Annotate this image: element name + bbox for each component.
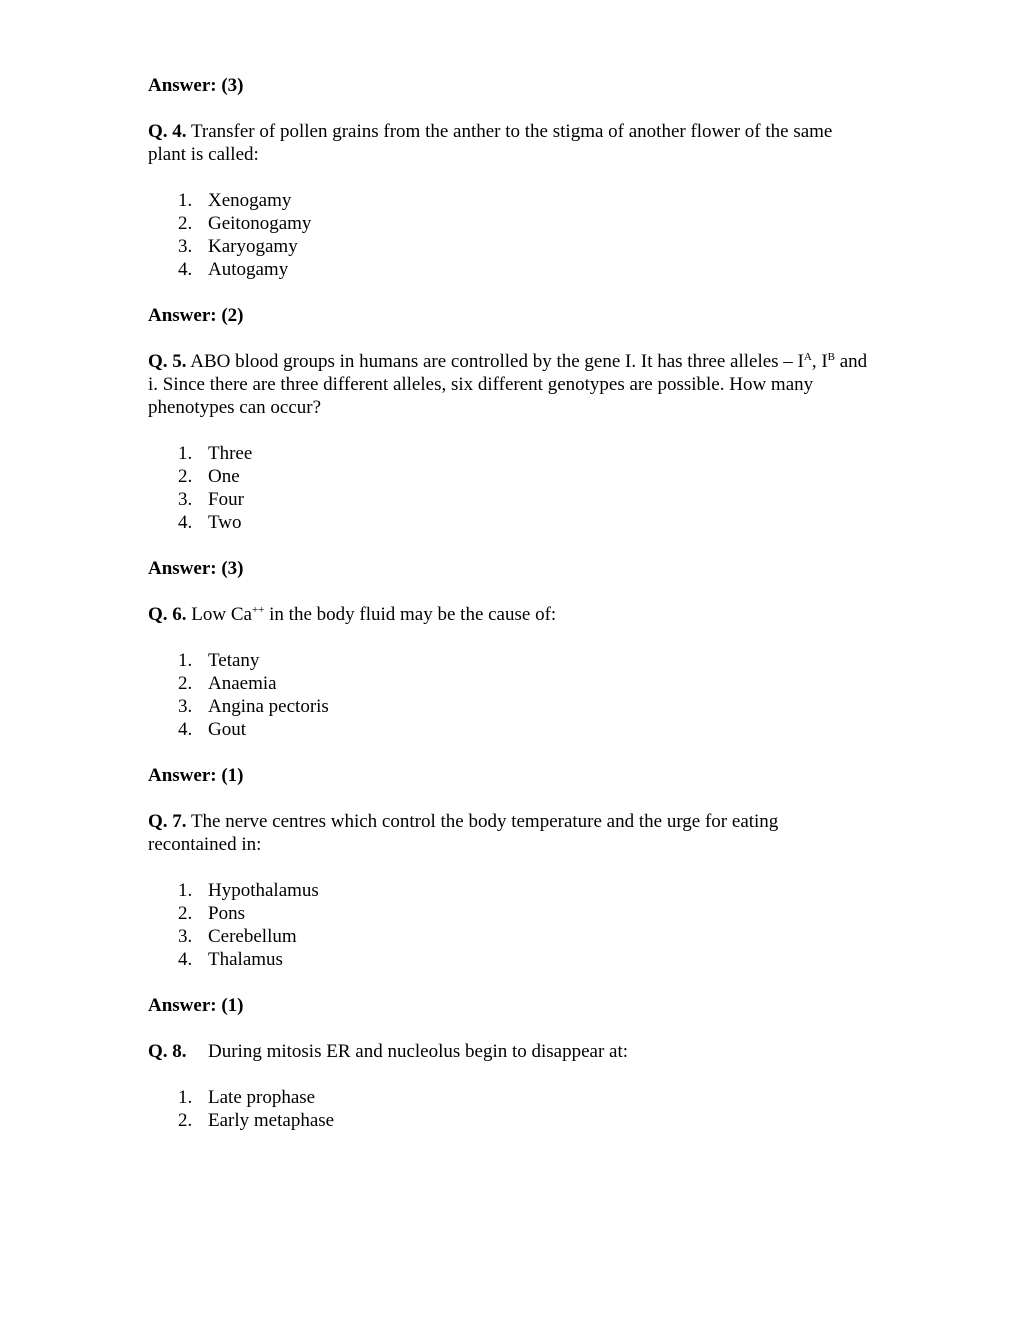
option-number: 4. [178,719,193,740]
option-text: Tetany [208,650,260,671]
option-item [148,488,868,511]
option-number: 3. [178,696,193,717]
option-number: 1. [178,880,193,901]
option-item [148,672,868,695]
option-number: 2. [178,466,193,487]
option-text: Xenogamy [208,190,292,211]
option-number: 2. [178,213,193,234]
option-text: Cerebellum [208,926,297,947]
option-text: Thalamus [208,949,283,970]
option-number: 3. [178,236,193,257]
question-number: Q. 8. [148,1041,187,1062]
option-text: Three [208,443,253,464]
question-text [148,603,868,626]
option-item [148,695,868,718]
question-number: Q. 7. [148,811,187,832]
option-text: Four [208,489,244,510]
question-text-part: , [811,351,822,372]
option-item [148,189,868,212]
document-page [148,74,868,1155]
option-number: 2. [178,1110,193,1131]
question-text-part: in the body fluid may be the cause of: [264,604,557,625]
question-number: Q. 5. [148,351,187,372]
option-text: Two [208,512,242,533]
option-text: Autogamy [208,259,289,280]
options-list [148,1086,868,1132]
answer-line: Answer: (3) [148,75,244,96]
question-text-part: Low Ca [191,604,252,625]
option-number: 3. [178,489,193,510]
allele-symbol: I [821,351,828,372]
option-item [148,925,868,948]
question-text-part: and i. Since there are three different alleles, six different genotypes are possible. How many phenotypes can occur? [148,351,868,418]
option-item [148,649,868,672]
option-item [148,235,868,258]
question-text-part: During mitosis ER and nucleolus begin to disappear at: [208,1041,629,1062]
option-number: 1. [178,190,193,211]
option-number: 3. [178,926,193,947]
answer-line: Answer: (1) [148,995,244,1016]
option-text: Angina pectoris [208,696,329,717]
option-number: 4. [178,512,193,533]
option-text: Gout [208,719,246,740]
option-number: 1. [178,1087,193,1108]
superscript: ++ [251,604,265,616]
options-list [148,649,868,741]
options-list [148,879,868,971]
superscript: A [803,351,812,363]
option-text: Anaemia [208,673,277,694]
option-item [148,511,868,534]
option-text: Late prophase [208,1087,316,1108]
options-list [148,442,868,534]
option-number: 2. [178,903,193,924]
question-text-part: Transfer of pollen grains from the anther to the stigma of another flower of the same plant is called: [148,121,833,165]
option-number: 1. [178,650,193,671]
question-text-part: ABO blood groups in humans are controlled by the gene I. It has three alleles – I [190,351,804,372]
option-text: Early metaphase [208,1110,335,1131]
answer-line: Answer: (3) [148,558,244,579]
option-text: Pons [208,903,245,924]
option-item [148,442,868,465]
question-text [148,810,868,856]
answer-line: Answer: (1) [148,765,244,786]
option-item [148,1109,868,1132]
option-number: 4. [178,259,193,280]
question-number: Q. 6. [148,604,187,625]
option-item [148,1086,868,1109]
option-number: 4. [178,949,193,970]
option-item [148,948,868,971]
option-number: 1. [178,443,193,464]
question-text-part: The nerve centres which control the body temperature and the urge for eating recontained in: [148,811,779,855]
options-list [148,189,868,281]
answer-line: Answer: (2) [148,305,244,326]
option-item [148,718,868,741]
option-item [148,879,868,902]
option-text: One [208,466,240,487]
question-text [148,350,868,419]
option-text: Hypothalamus [208,880,319,901]
option-item [148,258,868,281]
question-number: Q. 4. [148,121,187,142]
option-text: Geitonogamy [208,213,312,234]
option-item [148,212,868,235]
option-item [148,902,868,925]
question-text [148,120,868,166]
superscript: B [827,351,835,363]
option-text: Karyogamy [208,236,298,257]
question-text [148,1040,868,1063]
option-number: 2. [178,673,193,694]
option-item [148,465,868,488]
